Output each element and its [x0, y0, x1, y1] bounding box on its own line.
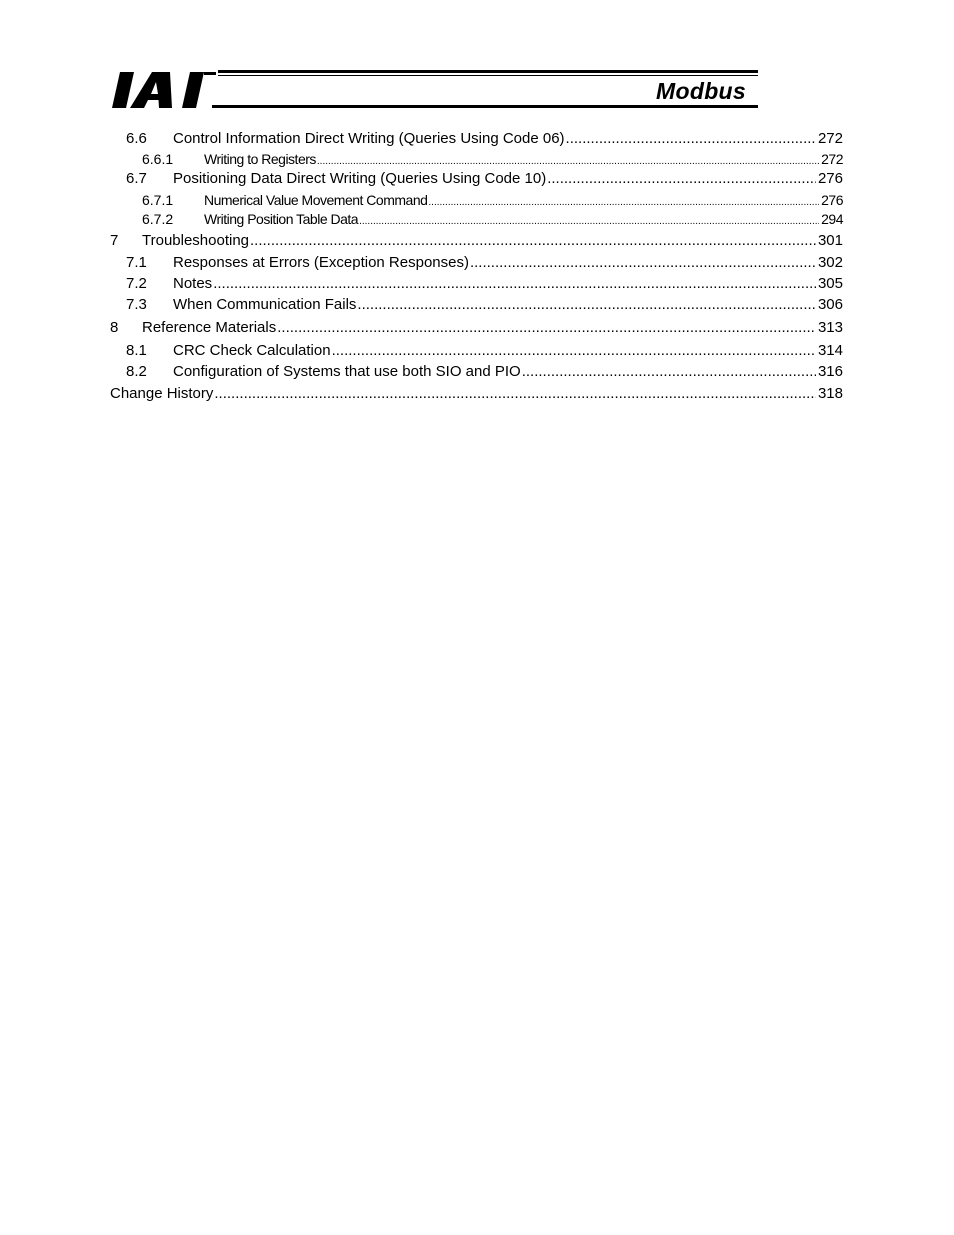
- toc-leader: [250, 232, 816, 249]
- toc-page: 276: [817, 170, 843, 187]
- toc-entry[interactable]: [110, 151, 843, 167]
- toc-entry[interactable]: [110, 232, 843, 249]
- toc-page: 316: [817, 363, 843, 380]
- toc-leader: [359, 216, 819, 227]
- toc-page: 305: [817, 275, 843, 292]
- toc-title: CRC Check Calculation: [173, 342, 331, 359]
- header-rule-thick: [218, 70, 758, 73]
- toc-number: 6.6: [126, 130, 147, 147]
- toc-page: 318: [817, 385, 843, 402]
- toc-page: 313: [817, 319, 843, 336]
- toc-page: 301: [817, 232, 843, 249]
- toc-number: 6.6.1: [142, 151, 174, 167]
- toc-entry[interactable]: [110, 254, 843, 271]
- toc-entry[interactable]: [110, 342, 843, 359]
- toc-title: When Communication Fails: [173, 296, 357, 313]
- toc-leader: [317, 156, 819, 167]
- toc-number: 6.7.2: [142, 211, 174, 227]
- toc-entry[interactable]: [110, 170, 843, 187]
- toc-entry[interactable]: [110, 385, 843, 402]
- toc-page: 306: [817, 296, 843, 313]
- toc-leader: [566, 130, 816, 147]
- toc-entry[interactable]: [110, 211, 843, 227]
- toc-entry[interactable]: [110, 319, 843, 336]
- toc-leader: [428, 197, 819, 208]
- toc-number: 7.1: [126, 254, 147, 271]
- toc-leader: [522, 363, 816, 380]
- header-rule-bottom: [212, 105, 758, 108]
- toc-title: Writing Position Table Data: [204, 211, 359, 227]
- toc-page: 276: [821, 192, 843, 208]
- toc-title: Change History: [110, 385, 214, 402]
- toc-title: Responses at Errors (Exception Responses): [173, 254, 469, 271]
- toc-title: Notes: [173, 275, 213, 292]
- toc-leader: [332, 342, 816, 359]
- toc-number: 8: [110, 319, 119, 336]
- toc-entry[interactable]: [110, 275, 843, 292]
- toc-entry[interactable]: [110, 130, 843, 147]
- toc-leader: [357, 296, 816, 313]
- toc-title: Reference Materials: [142, 319, 277, 336]
- toc-title: Writing to Registers: [204, 151, 316, 167]
- toc-title: Numerical Value Movement Command: [204, 192, 428, 208]
- toc-title: Troubleshooting: [142, 232, 250, 249]
- toc-number: 7.3: [126, 296, 147, 313]
- toc-page: 294: [821, 211, 843, 227]
- toc-title: Control Information Direct Writing (Queries Using Code 06): [173, 130, 565, 147]
- toc-page: 302: [817, 254, 843, 271]
- toc-entry[interactable]: [110, 192, 843, 208]
- page-header: [112, 66, 760, 114]
- toc-number: 8.1: [126, 342, 147, 359]
- toc-number: 7.2: [126, 275, 147, 292]
- toc-number: 8.2: [126, 363, 147, 380]
- toc-leader: [214, 385, 816, 402]
- toc-leader: [213, 275, 816, 292]
- toc-entry[interactable]: [110, 363, 843, 380]
- iai-logo: [112, 70, 216, 110]
- document-title: Modbus: [656, 78, 746, 104]
- toc-number: 7: [110, 232, 119, 249]
- toc-number: 6.7.1: [142, 192, 174, 208]
- toc-entry[interactable]: [110, 296, 843, 313]
- toc-number: 6.7: [126, 170, 147, 187]
- toc-leader: [277, 319, 816, 336]
- toc-page: 272: [817, 130, 843, 147]
- toc-leader: [547, 170, 816, 187]
- toc-leader: [470, 254, 816, 271]
- toc-title: Positioning Data Direct Writing (Queries Using Code 10): [173, 170, 547, 187]
- toc-page: 272: [821, 151, 843, 167]
- toc-title: Configuration of Systems that use both SIO and PIO: [173, 363, 521, 380]
- toc-page: 314: [817, 342, 843, 359]
- header-rule-thin: [218, 75, 758, 76]
